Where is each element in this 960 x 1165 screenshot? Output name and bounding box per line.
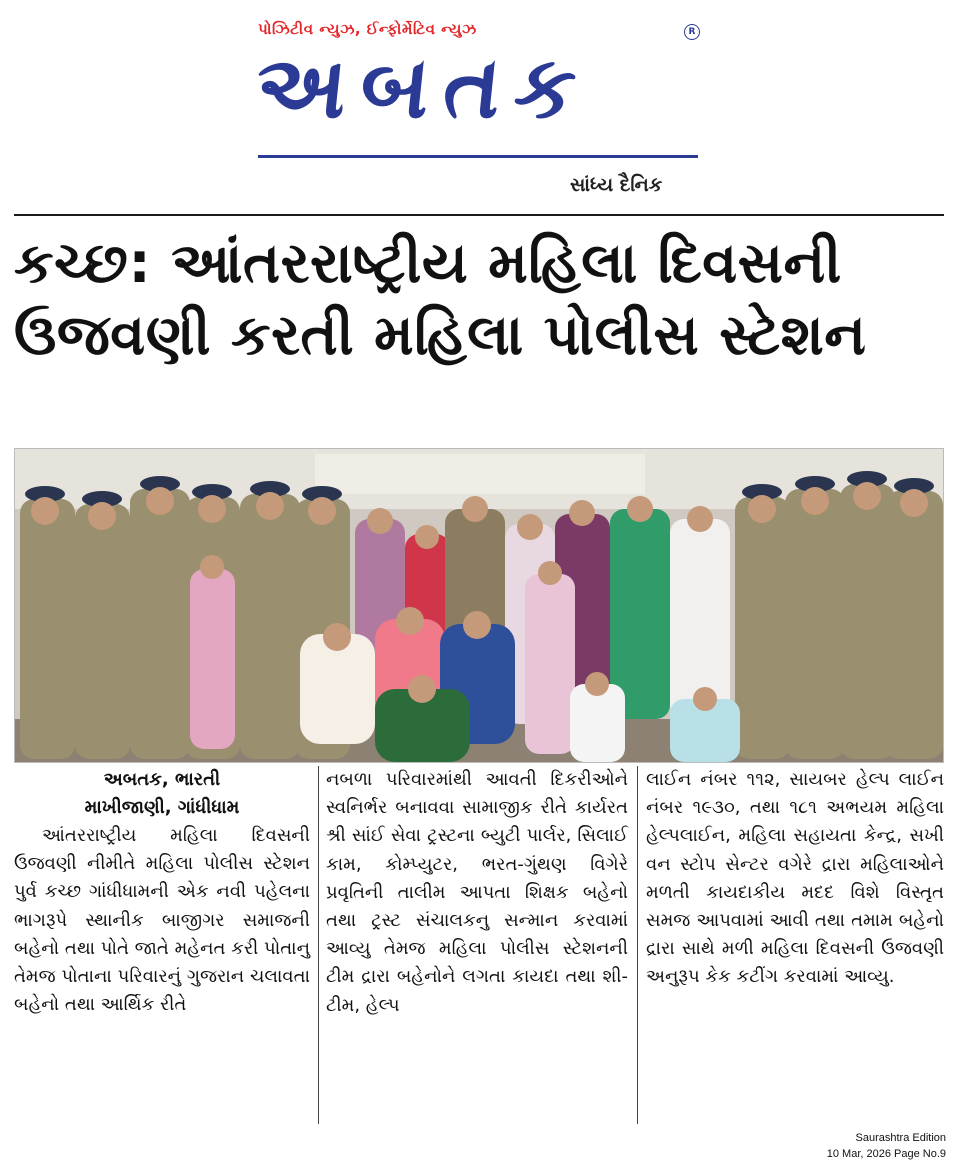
article-text-column-2: નબળા પરિવારમાંથી આવતી દિકરીઓને સ્વનિર્ભર બનાવવા સામાજીક રીતે કાર્યરત શ્રી સાંઈ સેવા ટ્રસ્ટના બ્યુટી પાર્લર, સિલાઈ કામ, કોમ્પ્યુટર, ભરત-ગુંથણ વિગેરે પ્રવૃતિની તાલીમ આપતા શિક્ષક બહેનો તથા ટ્રસ્ટ સંચાલકનુ સન્માન કરવામાં આવ્યુ તેમજ મહિલા પોલીસ સ્ટેશનની ટીમ દ્રારા બહેનોને લગતા કાયદા તથા શી-ટીમ, હેલ્પ (326, 769, 628, 1016)
headline-line-1: કચ્છ: આંતરરાષ્ટ્રીય મહિલા દિવસની (14, 231, 842, 296)
article-text-column-3: લાઈન નંબર ૧૧૨, સાયબર હેલ્પ લાઈન નંબર ૧૯૩૦, તથા ૧૮૧ અભયમ મહિલા હેલ્પલાઈન, મહિલા સહાયતા કેન્દ્ર, સખી વન સ્ટોપ સેન્ટર વગેરે દ્રારા મહિલાઓને મળતી કાયદાકીય મદદ વિશે વિસ્તૃત સમજ આપવામાં આવી તથા તમામ બહેનો દ્રારા સાથે મળી મહિલા દિવસની ઉજવણી અનુરૂપ કેક કટીંગ કરવામાં આવ્યુ. (646, 769, 944, 988)
article-column-1 (14, 766, 310, 1019)
masthead-tagline: પોઝિટીવ ન્યુઝ, ઈન્ફોર્મેટિવ ન્યુઝ (258, 20, 477, 38)
logo-underline (258, 155, 698, 158)
newspaper-logo: અબતક (250, 38, 595, 138)
group-photo (14, 448, 944, 763)
byline-line-1: અબતક, ભારતી (103, 769, 221, 790)
article-byline (14, 766, 310, 822)
edition-date-page: 10 Mar, 2026 Page No.9 (826, 1148, 946, 1160)
article-text-column-1: આંતરરાષ્ટ્રીય મહિલા દિવસની ઉજવણી નીમીતે મહિલા પોલીસ સ્ટેશન પુર્વ કચ્છ ગાંધીધામની એક નવી પહેલના ભાગરૂપે સ્થાનીક બાજીગર સમાજની બહેનો તથા પોતે જાતે મહેનત કરી પોતાનુ તેમજ પોતાના પરિવારનું ગુજરાન ચલાવતા બહેનો તથા આર્થિક રીતે (14, 825, 310, 1016)
headline-line-2: ઉજવણી કરતી મહિલા પોલીસ સ્ટેશન (14, 303, 867, 368)
column-divider-1 (318, 766, 319, 1124)
column-divider-2 (637, 766, 638, 1124)
byline-line-2: માખીજાણી, ગાંધીધામ (84, 797, 240, 818)
registered-mark-icon: R (684, 24, 700, 40)
masthead-subtitle: સાંધ્ય દૈનિક (570, 174, 663, 196)
edition-name: Saurashtra Edition (855, 1132, 946, 1144)
edition-info (827, 1130, 946, 1162)
headline (14, 228, 944, 372)
header-divider (14, 214, 944, 216)
group-photo-illustration (15, 449, 943, 762)
